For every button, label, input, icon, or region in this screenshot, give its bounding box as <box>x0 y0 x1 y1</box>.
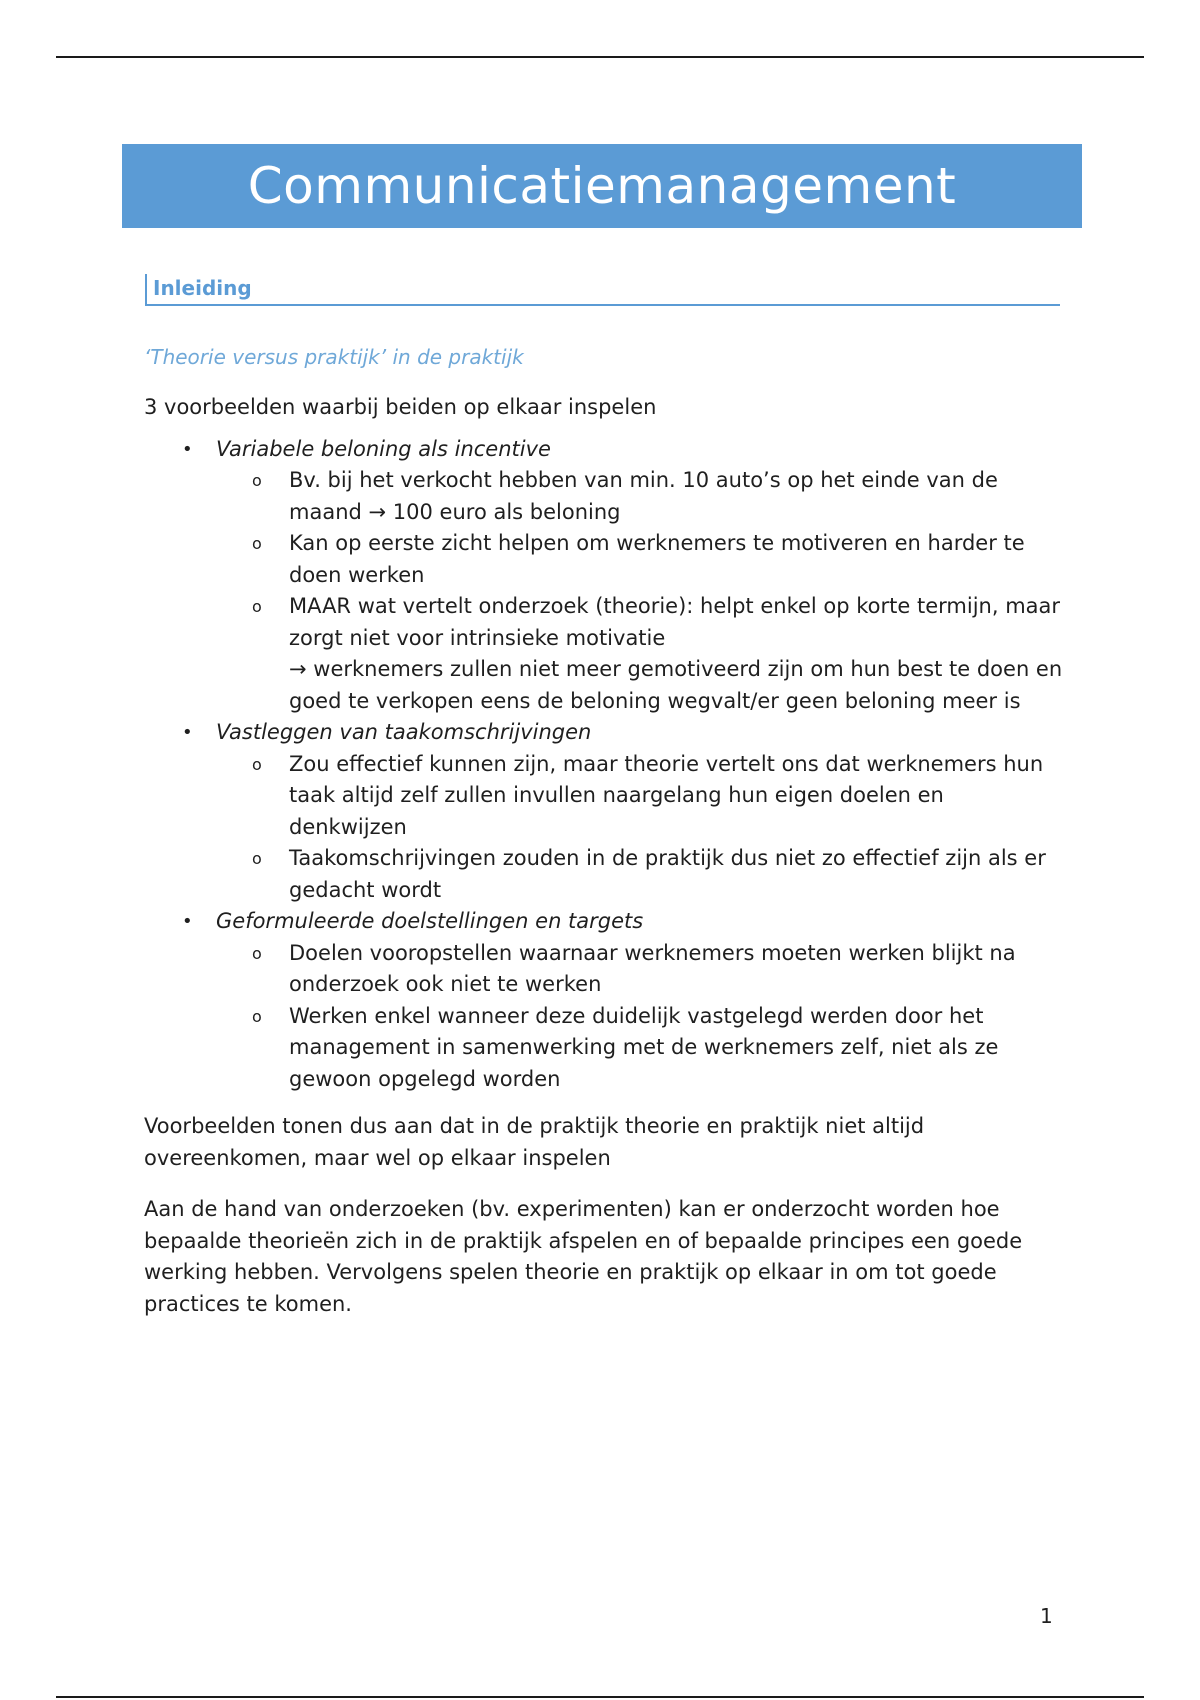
title-banner <box>122 144 1082 228</box>
sub-marker: o <box>252 534 262 553</box>
sub-item <box>216 938 1064 1001</box>
bullet-marker: • <box>182 911 193 932</box>
sub-item-continuation: → werknemers zullen niet meer gemotiveerd zijn om hun best te doen en goed te verkopen eens de beloning wegvalt/er geen beloning meer is <box>289 657 1063 713</box>
sub-marker: o <box>252 943 262 963</box>
bullet-item <box>144 717 1064 906</box>
footer-rule <box>56 1696 1144 1698</box>
bullet-item <box>144 906 1064 1095</box>
sub-item-text: Zou effectief kunnen zijn, maar theorie vertelt ons dat werknemers hun taak altijd zelf zullen invullen naargelang hun eigen doelen en denkwijzen <box>289 751 1044 839</box>
sub-marker: o <box>252 597 262 616</box>
sub-marker: o <box>252 849 262 868</box>
sub-item <box>216 465 1064 528</box>
sub-list <box>216 749 1064 907</box>
sub-item-text: Kan op eerste zicht helpen om werknemers te motiveren en harder te doen werken <box>289 531 1025 587</box>
document-title: Communicatiemanagement <box>247 157 957 215</box>
sub-marker: o <box>252 1006 262 1026</box>
intro-text: 3 voorbeelden waarbij beiden op elkaar inspelen <box>144 395 657 419</box>
sub-list <box>216 465 1064 717</box>
sub-item-text: Taakomschrijvingen zouden in de praktijk dus niet zo effectief zijn als er gedacht wordt <box>289 846 1046 902</box>
section-heading <box>145 274 1060 306</box>
sub-marker: o <box>252 754 262 774</box>
paragraph: Voorbeelden tonen dus aan dat in de praktijk theorie en praktijk niet altijd overeenkomen, maar wel op elkaar inspelen <box>144 1114 925 1170</box>
sub-list <box>216 938 1064 1096</box>
examples-list <box>144 434 1064 1096</box>
sub-item-text: Bv. bij het verkocht hebben van min. 10 auto’s op het einde van de maand → 100 euro als beloning <box>289 468 998 524</box>
sub-item <box>216 1001 1064 1096</box>
bullet-label: Variabele beloning als incentive <box>216 436 551 461</box>
sub-item <box>216 843 1064 906</box>
sub-item-text: MAAR wat vertelt onderzoek (theorie): helpt enkel op korte termijn, maar zorgt niet voor intrinsieke motivatie <box>289 594 1061 650</box>
section-heading-text: Inleiding <box>153 276 252 300</box>
paragraph: Aan de hand van onderzoeken (bv. experimenten) kan er onderzocht worden hoe bepaalde theorieën zich in de praktijk afspelen en of bepaalde principes een goede werking hebben. Vervolgens spelen theorie en praktijk op elkaar in om tot goede practices te komen. <box>144 1197 1023 1316</box>
sub-item-text: Doelen vooropstellen waarnaar werknemers moeten werken blijkt na onderzoek ook niet te werken <box>289 940 1016 996</box>
bullet-label: Geformuleerde doelstellingen en targets <box>216 909 644 933</box>
bullet-item <box>144 434 1064 718</box>
bullet-marker: • <box>182 722 193 743</box>
header-rule <box>56 56 1144 58</box>
document-body <box>144 392 1064 1340</box>
sub-item <box>216 528 1064 591</box>
bullet-label: Vastleggen van taakomschrijvingen <box>216 720 592 744</box>
sub-item <box>216 591 1064 717</box>
sub-marker: o <box>252 471 262 490</box>
bullet-marker: • <box>182 438 193 460</box>
subheading: ‘Theorie versus praktijk’ in de praktijk <box>144 345 524 369</box>
page-number: 1 <box>1040 1604 1053 1628</box>
sub-item <box>216 749 1064 844</box>
sub-item-text: Werken enkel wanneer deze duidelijk vastgelegd werden door het management in samenwerking met de werknemers zelf, niet als ze gewoon opgelegd worden <box>289 1003 999 1091</box>
